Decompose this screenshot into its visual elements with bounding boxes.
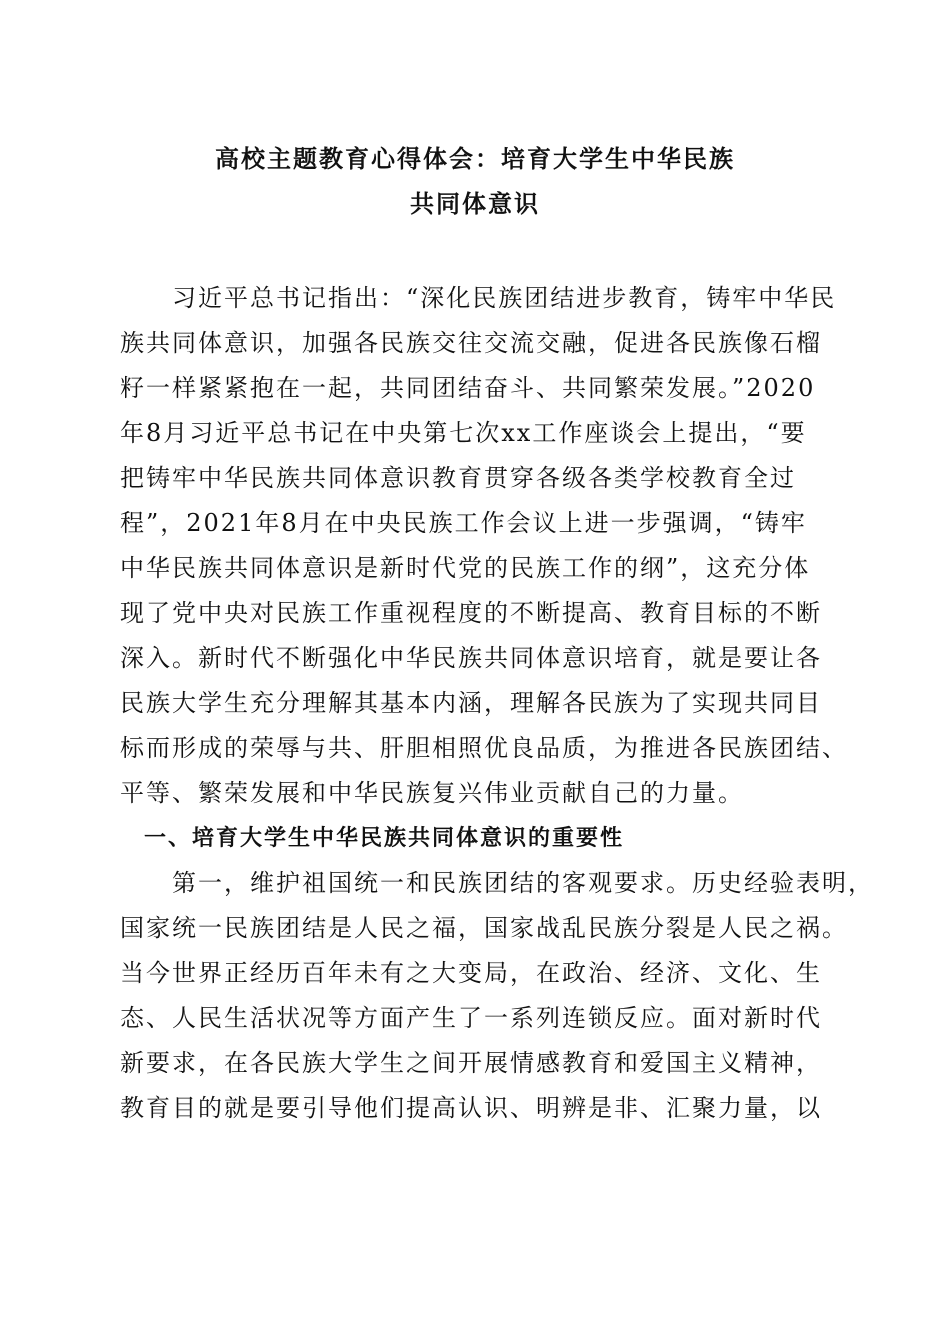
section-heading: 一、培育大学生中华民族共同体意识的重要性: [120, 826, 625, 851]
text-line: 程”，2021年8月在中央民族工作会议上进一步强调，“铸牢: [120, 509, 807, 537]
text-line: 国家统一民族团结是人民之福，国家战乱民族分裂是人民之祸。: [120, 914, 848, 942]
document-body: [120, 276, 874, 1131]
text-line: 标而形成的荣辱与共、肝胆相照优良品质，为推进各民族团结、: [120, 734, 848, 762]
text-line: 年8月习近平总书记在中央第七次xx工作座谈会上提出，“要: [120, 419, 807, 447]
text-line: 族共同体意识，加强各民族交往交流交融，促进各民族像石榴: [120, 329, 822, 357]
title-line: 高校主题教育心得体会：培育大学生中华民族: [215, 144, 735, 173]
text-line: 平等、繁荣发展和中华民族复兴伟业贡献自己的力量。: [120, 779, 744, 807]
text-line: 深入。新时代不断强化中华民族共同体意识培育，就是要让各: [120, 644, 822, 672]
text-line: 把铸牢中华民族共同体意识教育贯穿各级各类学校教育全过: [120, 464, 796, 492]
text-line: 中华民族共同体意识是新时代党的民族工作的纲”，这充分体: [120, 554, 811, 582]
paragraph-first-point: [120, 861, 874, 1131]
title-line: 共同体意识: [410, 189, 540, 218]
text-line: 第一，维护祖国统一和民族团结的客观要求。历史经验表明，: [120, 869, 874, 897]
text-line: 当今世界正经历百年未有之大变局，在政治、经济、文化、生: [120, 959, 822, 987]
text-line: 籽一样紧紧抱在一起，共同团结奋斗、共同繁荣发展。”2020: [120, 374, 816, 402]
text-line: 民族大学生充分理解其基本内涵，理解各民族为了实现共同目: [120, 689, 822, 717]
text-line: 新要求，在各民族大学生之间开展情感教育和爱国主义精神，: [120, 1049, 822, 1077]
text-line: 习近平总书记指出：“深化民族团结进步教育，铸牢中华民: [120, 284, 837, 312]
document-title: [110, 136, 840, 226]
text-line: 态、人民生活状况等方面产生了一系列连锁反应。面对新时代: [120, 1004, 822, 1032]
text-line: 现了党中央对民族工作重视程度的不断提高、教育目标的不断: [120, 599, 822, 627]
paragraph-intro: [120, 276, 848, 816]
text-line: 教育目的就是要引导他们提高认识、明辨是非、汇聚力量，以: [120, 1094, 822, 1122]
